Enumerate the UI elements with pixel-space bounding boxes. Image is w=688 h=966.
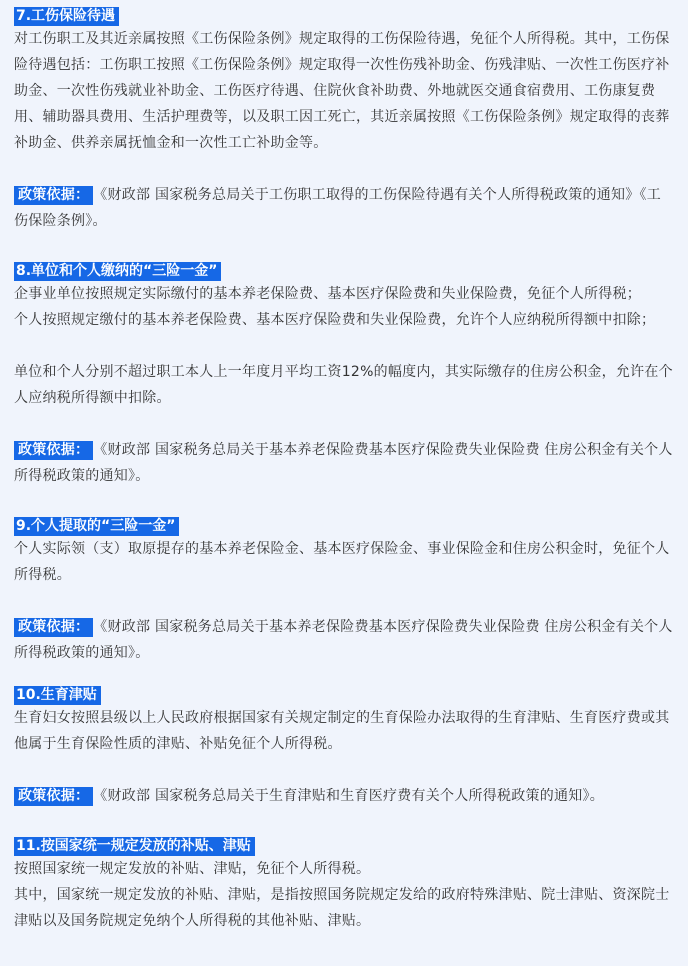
- policy-basis-tag: 政策依据：: [14, 787, 93, 806]
- policy-basis-text: 《财政部 国家税务总局关于生育津贴和生育医疗费有关个人所得税政策的通知》。: [93, 788, 604, 804]
- spacer: [14, 234, 674, 260]
- spacer: [14, 333, 674, 359]
- paragraph: 按照国家统一规定发放的补贴、津贴，免征个人所得税。: [14, 861, 371, 877]
- paragraph: 个人实际领（支）取原提存的基本养老保险金、基本医疗保险金、事业保险金和住房公积金时，免征个人所得税。: [14, 541, 670, 583]
- paragraph: 单位和个人分别不超过职工本人上一年度月平均工资12%的幅度内，其实际缴存的住房公积金，允许在个人应纳税所得额中扣除。: [14, 364, 673, 406]
- section-8: [14, 260, 674, 515]
- paragraph: 个人按照规定缴付的基本养老保险费、基本医疗保险费和失业保险费，允许个人应纳税所得额中扣除；: [14, 312, 656, 328]
- paragraph: 其中，国家统一规定发放的补贴、津贴，是指按照国务院规定发给的政府特殊津贴、院士津贴、资深院士津贴以及国务院规定免纳个人所得税的其他补贴、津贴。: [14, 887, 670, 929]
- policy-basis-tag: 政策依据：: [14, 441, 93, 460]
- policy-basis: [14, 182, 674, 234]
- policy-basis: [14, 783, 674, 809]
- section-title: 9.个人提取的“三险一金”: [14, 517, 179, 536]
- section-7: [14, 0, 674, 260]
- section-title: 8.单位和个人缴纳的“三险一金”: [14, 262, 221, 281]
- paragraph: 企事业单位按照规定实际缴付的基本养老保险费、基本医疗保险费和失业保险费，免征个人所得税；: [14, 286, 641, 302]
- policy-basis-text: 《财政部 国家税务总局关于基本养老保险费基本医疗保险费失业保险费 住房公积金有关个人所得税政策的通知》。: [14, 442, 673, 484]
- spacer: [14, 156, 674, 182]
- spacer: [14, 588, 674, 614]
- spacer: [14, 666, 674, 684]
- paragraph: 对工伤职工及其近亲属按照《工伤保险条例》规定取得的工伤保险待遇，免征个人所得税。其中，工伤保险待遇包括：工伤职工按照《工伤保险条例》规定取得一次性伤残补助金、伤残津贴、一次性工伤医疗补助金、一次性伤残就业补助金、工伤医疗待遇、住院伙食补助费、外地就医交通食宿费用、工伤康复费用、辅助器具费用、生活护理费等，以及职工因工死亡，其近亲属按照《工伤保险条例》规定取得的丧葬补助金、供养亲属抚恤金和一次性工亡补助金等。: [14, 31, 670, 151]
- section-title: 10.生育津贴: [14, 686, 101, 705]
- spacer: [14, 757, 674, 783]
- policy-basis-tag: 政策依据：: [14, 186, 93, 205]
- section-9: [14, 515, 674, 684]
- section-10: [14, 684, 674, 835]
- spacer: [14, 489, 674, 515]
- paragraph: 生育妇女按照县级以上人民政府根据国家有关规定制定的生育保险办法取得的生育津贴、生育医疗费或其他属于生育保险性质的津贴、补贴免征个人所得税。: [14, 710, 670, 752]
- spacer: [14, 809, 674, 835]
- policy-basis-tag: 政策依据：: [14, 618, 93, 637]
- section-title: 11.按国家统一规定发放的补贴、津贴: [14, 837, 255, 856]
- policy-basis: [14, 614, 674, 666]
- policy-basis-text: 《财政部 国家税务总局关于工伤职工取得的工伤保险待遇有关个人所得税政策的通知》《工伤保险条例》。: [14, 187, 661, 229]
- section-11: [14, 835, 674, 934]
- policy-basis-text: 《财政部 国家税务总局关于基本养老保险费基本医疗保险费失业保险费 住房公积金有关个人所得税政策的通知》。: [14, 619, 673, 661]
- spacer: [14, 411, 674, 437]
- section-title: 7.工伤保险待遇: [14, 7, 119, 26]
- policy-basis: [14, 437, 674, 489]
